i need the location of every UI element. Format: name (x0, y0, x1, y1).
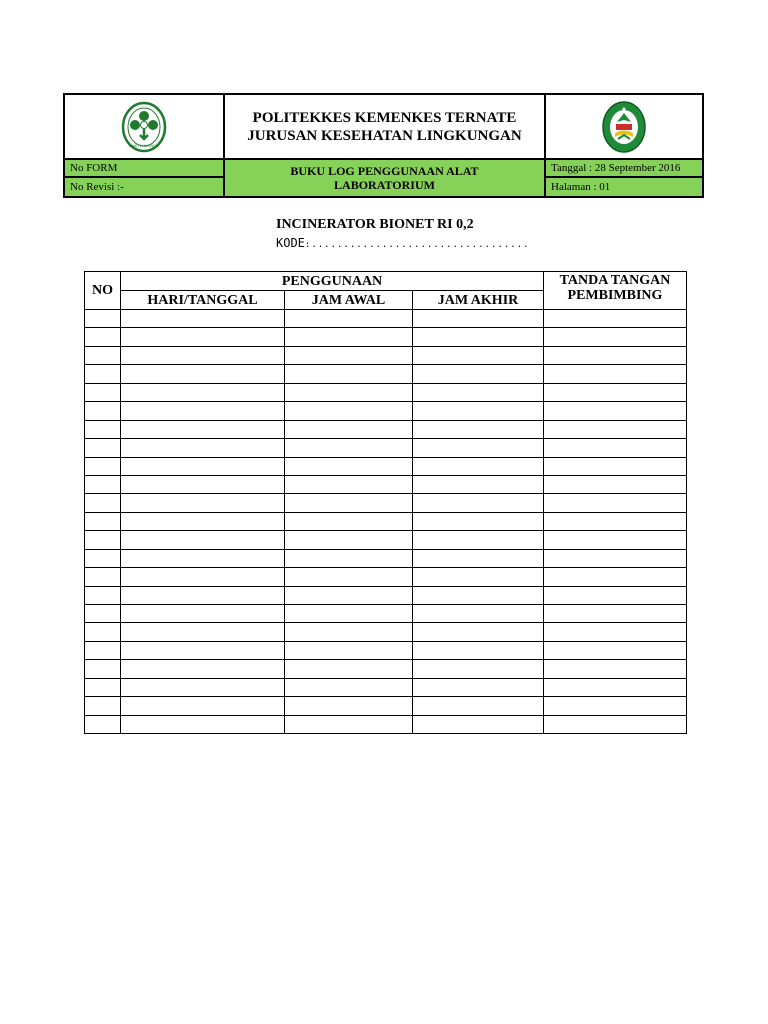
col-jam-akhir-header: JAM AKHIR (413, 291, 544, 310)
logo-right-cell (544, 95, 702, 158)
cell-hari-tanggal[interactable] (121, 568, 285, 586)
cell-hari-tanggal[interactable] (121, 346, 285, 364)
cell-hari-tanggal[interactable] (121, 365, 285, 383)
col-tanda-tangan-header (544, 272, 687, 310)
cell-jam-akhir[interactable] (413, 494, 544, 512)
cell-hari-tanggal[interactable] (121, 715, 285, 733)
cell-jam-awal[interactable] (285, 457, 413, 475)
cell-tanda-tangan[interactable] (544, 475, 687, 493)
cell-jam-akhir[interactable] (413, 328, 544, 346)
table-row (85, 494, 687, 512)
cell-hari-tanggal[interactable] (121, 697, 285, 715)
cell-tanda-tangan[interactable] (544, 383, 687, 401)
equipment-title: INCINERATOR BIONET RI 0,2 (276, 217, 474, 232)
cell-tanda-tangan[interactable] (544, 697, 687, 715)
table-row (85, 310, 687, 328)
cell-tanda-tangan[interactable] (544, 678, 687, 696)
cell-jam-awal[interactable] (285, 346, 413, 364)
cell-no[interactable] (85, 641, 121, 659)
col-penggunaan-header: PENGGUNAAN (121, 272, 544, 291)
cell-jam-awal[interactable] (285, 641, 413, 659)
cell-jam-akhir[interactable] (413, 697, 544, 715)
col-jam-awal-header: JAM AWAL (285, 291, 413, 310)
cell-jam-awal[interactable] (285, 660, 413, 678)
cell-tanda-tangan[interactable] (544, 346, 687, 364)
cell-jam-awal[interactable] (285, 568, 413, 586)
cell-jam-awal[interactable] (285, 715, 413, 733)
cell-tanda-tangan[interactable] (544, 586, 687, 604)
cell-tanda-tangan[interactable] (544, 494, 687, 512)
cell-hari-tanggal[interactable] (121, 678, 285, 696)
table-row (85, 568, 687, 586)
cell-no[interactable] (85, 457, 121, 475)
cell-hari-tanggal[interactable] (121, 641, 285, 659)
cell-no[interactable] (85, 678, 121, 696)
cell-no[interactable] (85, 420, 121, 438)
cell-jam-akhir[interactable] (413, 383, 544, 401)
cell-no[interactable] (85, 475, 121, 493)
table-row (85, 402, 687, 420)
ttd-line-2: PEMBIMBING (567, 288, 663, 303)
cell-jam-awal[interactable] (285, 531, 413, 549)
table-row (85, 549, 687, 567)
cell-jam-awal[interactable] (285, 586, 413, 604)
table-row (85, 605, 687, 623)
cell-no[interactable] (85, 605, 121, 623)
cell-jam-awal[interactable] (285, 549, 413, 567)
cell-jam-awal[interactable] (285, 512, 413, 530)
cell-jam-akhir[interactable] (413, 586, 544, 604)
table-row (85, 531, 687, 549)
usage-log-table (84, 271, 687, 734)
cell-jam-awal[interactable] (285, 475, 413, 493)
cell-tanda-tangan[interactable] (544, 310, 687, 328)
cell-no[interactable] (85, 623, 121, 641)
bakti-husada-logo-icon (121, 101, 167, 153)
cell-jam-akhir[interactable] (413, 678, 544, 696)
cell-tanda-tangan[interactable] (544, 605, 687, 623)
logo-left-cell (65, 95, 225, 158)
cell-tanda-tangan[interactable] (544, 420, 687, 438)
cell-no[interactable] (85, 439, 121, 457)
cell-hari-tanggal[interactable] (121, 310, 285, 328)
institution-name (225, 95, 544, 158)
cell-hari-tanggal[interactable] (121, 328, 285, 346)
cell-hari-tanggal[interactable] (121, 605, 285, 623)
log-table-body (85, 310, 687, 734)
cell-jam-awal[interactable] (285, 494, 413, 512)
cell-no[interactable] (85, 328, 121, 346)
cell-no[interactable] (85, 494, 121, 512)
cell-jam-akhir[interactable] (413, 531, 544, 549)
cell-hari-tanggal[interactable] (121, 475, 285, 493)
cell-jam-akhir[interactable] (413, 439, 544, 457)
table-row (85, 328, 687, 346)
cell-jam-akhir[interactable] (413, 457, 544, 475)
form-title (225, 160, 544, 196)
table-row (85, 660, 687, 678)
cell-tanda-tangan[interactable] (544, 512, 687, 530)
ttd-line-1: TANDA TANGAN (559, 273, 671, 288)
cell-jam-akhir[interactable] (413, 346, 544, 364)
table-row (85, 383, 687, 401)
cell-jam-akhir[interactable] (413, 365, 544, 383)
table-row (85, 586, 687, 604)
cell-no[interactable] (85, 549, 121, 567)
cell-tanda-tangan[interactable] (544, 660, 687, 678)
cell-tanda-tangan[interactable] (544, 328, 687, 346)
cell-jam-akhir[interactable] (413, 568, 544, 586)
cell-jam-awal[interactable] (285, 383, 413, 401)
cell-jam-akhir[interactable] (413, 641, 544, 659)
cell-jam-akhir[interactable] (413, 420, 544, 438)
table-row (85, 365, 687, 383)
cell-jam-akhir[interactable] (413, 605, 544, 623)
col-no-header: NO (85, 272, 121, 310)
cell-tanda-tangan[interactable] (544, 365, 687, 383)
no-form-field: No FORM (65, 160, 225, 178)
cell-jam-akhir[interactable] (413, 475, 544, 493)
cell-tanda-tangan[interactable] (544, 549, 687, 567)
table-row (85, 678, 687, 696)
cell-no[interactable] (85, 715, 121, 733)
cell-hari-tanggal[interactable] (121, 512, 285, 530)
tanggal-field: Tanggal : 28 September 2016 (544, 160, 702, 178)
cell-jam-awal[interactable] (285, 310, 413, 328)
table-row (85, 439, 687, 457)
table-row (85, 457, 687, 475)
cell-jam-akhir[interactable] (413, 623, 544, 641)
cell-tanda-tangan[interactable] (544, 641, 687, 659)
cell-no[interactable] (85, 697, 121, 715)
table-row (85, 641, 687, 659)
cell-jam-akhir[interactable] (413, 660, 544, 678)
poltekkes-ternate-emblem-icon (601, 100, 647, 154)
cell-tanda-tangan[interactable] (544, 402, 687, 420)
table-row (85, 420, 687, 438)
cell-jam-awal[interactable] (285, 678, 413, 696)
cell-tanda-tangan[interactable] (544, 531, 687, 549)
cell-no[interactable] (85, 531, 121, 549)
cell-hari-tanggal[interactable] (121, 439, 285, 457)
cell-no[interactable] (85, 346, 121, 364)
cell-hari-tanggal[interactable] (121, 531, 285, 549)
cell-tanda-tangan[interactable] (544, 568, 687, 586)
cell-jam-awal[interactable] (285, 328, 413, 346)
cell-jam-akhir[interactable] (413, 715, 544, 733)
no-revisi-field: No Revisi :- (65, 178, 225, 196)
cell-no[interactable] (85, 660, 121, 678)
cell-tanda-tangan[interactable] (544, 623, 687, 641)
cell-tanda-tangan[interactable] (544, 439, 687, 457)
cell-jam-awal[interactable] (285, 623, 413, 641)
cell-no[interactable] (85, 383, 121, 401)
table-row (85, 475, 687, 493)
cell-jam-awal[interactable] (285, 697, 413, 715)
cell-jam-akhir[interactable] (413, 310, 544, 328)
form-info-row (65, 158, 702, 196)
halaman-field: Halaman : 01 (544, 178, 702, 196)
table-row (85, 512, 687, 530)
table-row (85, 697, 687, 715)
cell-hari-tanggal[interactable] (121, 549, 285, 567)
cell-jam-awal[interactable] (285, 420, 413, 438)
cell-jam-akhir[interactable] (413, 549, 544, 567)
cell-jam-akhir[interactable] (413, 402, 544, 420)
cell-no[interactable] (85, 402, 121, 420)
cell-no[interactable] (85, 512, 121, 530)
cell-no[interactable] (85, 365, 121, 383)
cell-tanda-tangan[interactable] (544, 457, 687, 475)
col-hari-tanggal-header: HARI/TANGGAL (121, 291, 285, 310)
bakti-husada-logo-text: BAKTI HUSADA (129, 142, 159, 148)
cell-no[interactable] (85, 568, 121, 586)
cell-hari-tanggal[interactable] (121, 623, 285, 641)
kode-value-field[interactable]: :.................................. (304, 240, 530, 250)
cell-no[interactable] (85, 586, 121, 604)
institution-line-1: POLITEKKES KEMENKES TERNATE (252, 109, 517, 126)
cell-jam-awal[interactable] (285, 402, 413, 420)
cell-hari-tanggal[interactable] (121, 494, 285, 512)
cell-hari-tanggal[interactable] (121, 402, 285, 420)
cell-jam-awal[interactable] (285, 365, 413, 383)
kode-label: KODE (276, 236, 305, 250)
form-title-line-1: BUKU LOG PENGGUNAAN ALAT (290, 164, 479, 178)
cell-hari-tanggal[interactable] (121, 660, 285, 678)
kode-line (276, 236, 530, 250)
cell-hari-tanggal[interactable] (121, 586, 285, 604)
cell-jam-awal[interactable] (285, 605, 413, 623)
cell-hari-tanggal[interactable] (121, 383, 285, 401)
cell-tanda-tangan[interactable] (544, 715, 687, 733)
cell-hari-tanggal[interactable] (121, 420, 285, 438)
form-header (63, 93, 704, 198)
table-row (85, 715, 687, 733)
table-row (85, 346, 687, 364)
cell-hari-tanggal[interactable] (121, 457, 285, 475)
cell-jam-akhir[interactable] (413, 512, 544, 530)
cell-no[interactable] (85, 310, 121, 328)
form-title-line-2: LABORATORIUM (334, 178, 435, 192)
cell-jam-awal[interactable] (285, 439, 413, 457)
institution-line-2: JURUSAN KESEHATAN LINGKUNGAN (247, 127, 522, 144)
table-row (85, 623, 687, 641)
